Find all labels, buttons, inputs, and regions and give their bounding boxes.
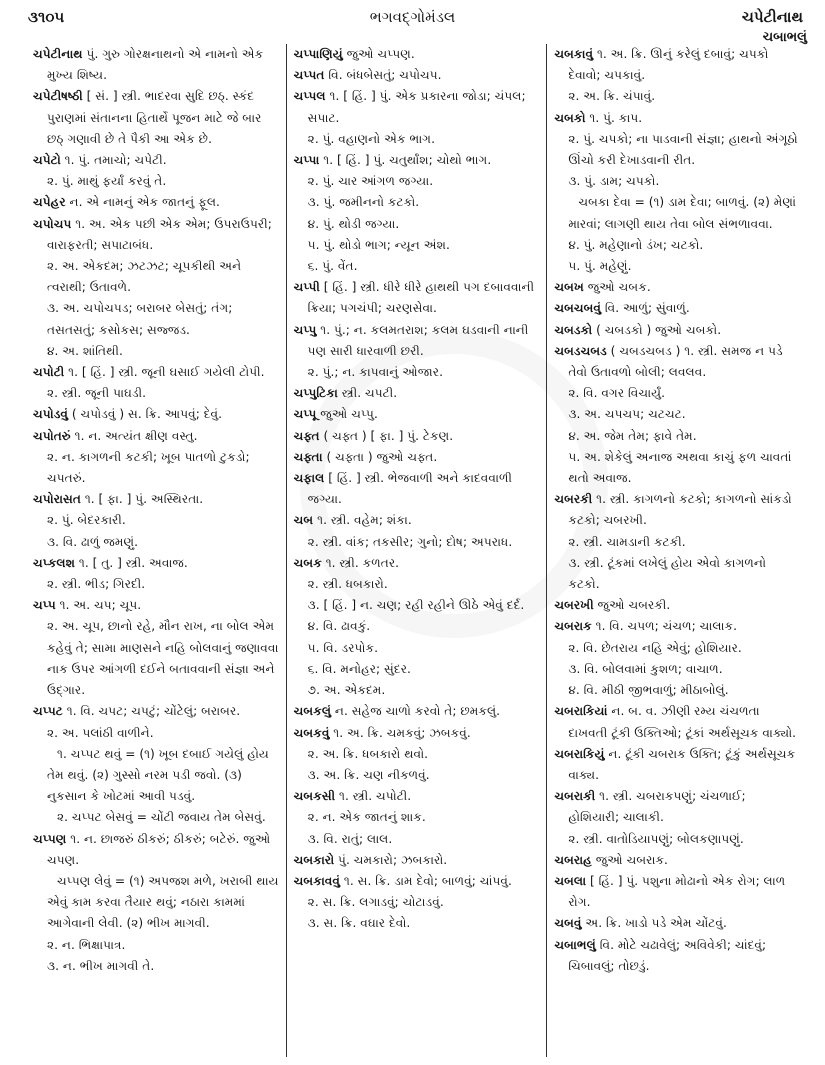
dictionary-entry bbox=[554, 341, 800, 383]
definition-text: ૧. પું. તમાચો; ચપેટી. bbox=[60, 153, 167, 168]
dictionary-entry bbox=[294, 871, 540, 892]
dictionary-entry bbox=[294, 468, 540, 510]
definition-text: [ હિં. ] પું. પશુના મોઢાનો એક રોગ; લાળ રોગ. bbox=[568, 873, 786, 910]
entry-sense bbox=[554, 426, 800, 447]
entry-phrase bbox=[554, 192, 800, 234]
definition-text: ૩. વિ. ઢાળું જમણું. bbox=[47, 534, 139, 549]
definition-text: ૪. પું. થોડી જગ્યા. bbox=[307, 216, 400, 231]
dictionary-entry bbox=[554, 701, 800, 743]
dictionary-entry bbox=[294, 320, 540, 362]
dictionary-entry bbox=[294, 86, 540, 128]
entry-sense bbox=[294, 892, 540, 913]
definition-text: વિ. બંધબેસતું; ચપોચપ. bbox=[324, 68, 442, 83]
entry-sense bbox=[554, 129, 800, 171]
entry-sense bbox=[554, 553, 800, 595]
definition-text: જુઓ ચબરકી. bbox=[593, 598, 671, 613]
entry-sense bbox=[33, 616, 279, 701]
definition-text: વિ. મોટે ચઢાવેલું; અવિવેકી; ચાંદવું; ચિબાવલું; તોછડું. bbox=[568, 937, 767, 973]
headword: ચબચબવું bbox=[554, 301, 602, 316]
dictionary-entry bbox=[294, 426, 540, 447]
page-title: ભગવદ્ગોમંડલ bbox=[369, 8, 456, 26]
definition-text: ૧. સ્ત્રી. વહેમ; શંકા. bbox=[313, 513, 412, 528]
definition-text: ૨. સ્ત્રી. ભીડ; ગિરદી. bbox=[47, 577, 146, 592]
entry-sense bbox=[33, 341, 279, 362]
headword: ચબ bbox=[293, 513, 314, 528]
definition-text: ૨. વિ. વગર વિચાર્યું. bbox=[568, 386, 665, 401]
dictionary-entry bbox=[33, 86, 279, 150]
headword: ચબવું bbox=[554, 916, 582, 931]
definition-text: ૩. વિ. બોલવામાં કુશળ; વાચાળ. bbox=[568, 661, 723, 676]
definition-text: ૩. પું. ડામ; ચપકો. bbox=[568, 174, 660, 189]
dictionary-entry bbox=[294, 44, 540, 65]
headword: ચપોડવું bbox=[33, 407, 68, 422]
entry-sense bbox=[33, 383, 279, 404]
definition-text: ૨. ન. એક જાતનું શાક. bbox=[307, 810, 426, 825]
definition-text: પું. ચમકારો; ઝબકારો. bbox=[334, 852, 448, 867]
entry-sense bbox=[294, 192, 540, 213]
definition-text: ૨. પું. વહાણનો એક ભાગ. bbox=[307, 131, 435, 146]
definition-text: ૫. પું. મહેણું. bbox=[568, 259, 632, 274]
dictionary-entry bbox=[33, 362, 279, 383]
headword: ચપેટીષષ્ઠી bbox=[33, 89, 83, 104]
headword: ચપ્પત bbox=[293, 68, 325, 83]
entry-sense bbox=[33, 171, 279, 192]
headword: ચબલા bbox=[554, 873, 587, 888]
entry-sense bbox=[294, 235, 540, 256]
definition-text: વિ. આળું; સુંવાળું. bbox=[601, 301, 690, 316]
definition-text: ૨. ચપ્પટ બેસવું = ચોંટી જવાય તેમ બેસવું. bbox=[57, 810, 266, 825]
definition-text: જુઓ ચપ્પણ. bbox=[342, 47, 415, 61]
headword: ચબક bbox=[293, 555, 322, 570]
definition-text: ૨. પું.; ન. કાપવાનું ઓજાર. bbox=[307, 365, 443, 380]
dictionary-entry bbox=[33, 192, 279, 213]
dictionary-entry bbox=[33, 214, 279, 256]
entry-sense bbox=[554, 86, 800, 107]
dictionary-entry bbox=[294, 150, 540, 171]
entry-phrase bbox=[33, 744, 279, 808]
headword: ચપોટી bbox=[33, 365, 65, 380]
entry-sense bbox=[554, 256, 800, 277]
headword: ચબકવું bbox=[293, 725, 330, 740]
definition-text: ૪. અ. જેમ તેમ; ફાવે તેમ. bbox=[568, 428, 697, 443]
headword: ચપેટો bbox=[33, 153, 61, 168]
headword: ચબરાક bbox=[554, 619, 592, 634]
headword: ચબરખી bbox=[554, 598, 594, 613]
definition-text: ૧. [ ફા. ] પું. અસ્થિરતા. bbox=[80, 492, 204, 507]
definition-text: ૬. વિ. મનોહર; સુંદર. bbox=[307, 661, 411, 676]
headword: ચપોરાસત bbox=[33, 492, 81, 507]
definition-text: ૧. સ્ત્રી. કાગળનો કટકો; કાગળનો સાંકડો કટકો; ચબરખી. bbox=[568, 492, 792, 528]
headword: ચબકાવવું bbox=[293, 873, 340, 888]
entry-sense bbox=[294, 744, 540, 765]
entry-sense bbox=[33, 723, 279, 744]
definition-text: ૧. વિ. ચપળ; ચંચળ; ચાલાક. bbox=[591, 619, 738, 634]
definition-text: ૨. ન. કાગળની કટકી; ખૂબ પાતળો ટુકડો; ચપતરું. bbox=[47, 449, 250, 486]
dictionary-entry bbox=[33, 426, 279, 447]
entry-sense bbox=[554, 383, 800, 404]
dictionary-entry bbox=[294, 383, 540, 404]
entry-sense bbox=[294, 129, 540, 150]
definition-text: ૧. [ હિં. ] પું. ચતુર્થાંશ; ચોથો ભાગ. bbox=[319, 153, 492, 168]
dictionary-entry bbox=[554, 850, 800, 871]
definition-text: ૨. અ. પલાંઠી વાળીને. bbox=[47, 725, 154, 740]
definition-text: ૧. [ હિં. ] સ્ત્રી. જૂની ઘસાઈ ગયેલી ટોપી. bbox=[64, 365, 265, 380]
dictionary-entry bbox=[294, 786, 540, 807]
definition-text: ૨. સ્ત્રી. જૂની પાઘડી. bbox=[47, 386, 147, 401]
definition-text: ( ચબડકો ) જુઓ ચબકો. bbox=[592, 322, 722, 337]
dictionary-entry bbox=[554, 744, 800, 786]
entry-sense bbox=[554, 638, 800, 659]
definition-text: ૫. પું. થોડો ભાગ; ન્યૂન અંશ. bbox=[307, 237, 450, 252]
entry-sense bbox=[294, 765, 540, 786]
definition-text: ૨. સ્ત્રી. વાંક; તકસીર; ગુનો; દોષ; અપરાધ. bbox=[307, 534, 513, 549]
headword: ચબકારો bbox=[293, 852, 335, 867]
definition-text: ૧. સ્ત્રી. ચબરાકપણું; ચંચળાઈ; હોશિયારી; ચાલાકી. bbox=[568, 789, 746, 825]
definition-text: ૩. અ. ચપચપ; ચટચટ. bbox=[568, 407, 686, 422]
dictionary-entry bbox=[294, 65, 540, 86]
definition-text: ૫. અ. શેકેલું અનાજ અથવા કાચું ફળ ચાવતાં થતો અવાજ. bbox=[568, 449, 792, 486]
definition-text: ન. બ. વ. ઝીણી રમ્ય ચંચળતા દાખવતી ટૂંકી ઉક્તિઓ; ટૂંકાં અર્થસૂચક વાક્યો. bbox=[568, 704, 797, 740]
entry-sense bbox=[33, 447, 279, 489]
definition-text: ૧. પું.; ન. કલમતરાશ; કલમ ઘડવાની નાની પણ સારી ધારવાળી છરી. bbox=[307, 322, 529, 358]
page-number: ૩૧૦૫ bbox=[28, 8, 65, 26]
headword: ચબકસી bbox=[293, 789, 336, 804]
definition-text: ૪. અ. શાંતિથી. bbox=[47, 343, 123, 358]
definition-text: ૨. વિ. છેતરાય નહિ એવું; હોશિયાર. bbox=[568, 640, 742, 655]
definition-text: [ હિં. ] સ્ત્રી. ભેજવાળી અને કાદવવાળી જગ્યા. bbox=[307, 471, 512, 507]
definition-text: ૨. અ. ક્રિ. ધબકારો થવો. bbox=[307, 746, 429, 761]
entry-sense bbox=[33, 574, 279, 595]
definition-text: ૧. ન. છાજરું ઠીકરું; ઠીકરું; બટેરું. જુઓ ચપણ. bbox=[47, 831, 271, 867]
dictionary-entry bbox=[554, 935, 800, 977]
entry-sense bbox=[294, 659, 540, 680]
definition-text: જુઓ ચબરાક. bbox=[591, 852, 668, 867]
definition-text: ( ચબડચબડ ) ૧. સ્ત્રી. સમજ ન પડે તેવો ઉતાવળો બોલી; લવલવ. bbox=[568, 343, 783, 380]
definition-text: પું. ગુરુ ગોરક્ષનાથનો એ નામનો એક મુખ્ય શિષ્ય. bbox=[47, 47, 264, 83]
definition-text: ૭. અ. એકદમ. bbox=[307, 683, 386, 698]
definition-text: ૧. સ્ત્રી. ચપોટી. bbox=[335, 789, 412, 804]
definition-text: ૨. અ. એકદમ; ઝટઝટ; ચૂપકીથી અને ત્વરાથી; ઉતાવળે. bbox=[47, 259, 242, 295]
definition-text: ૨. સ્ત્રી. ધબકારો. bbox=[307, 577, 388, 592]
dictionary-entry bbox=[554, 489, 800, 531]
headword: ચફ્ત bbox=[293, 428, 320, 443]
entry-sense bbox=[554, 404, 800, 425]
definition-text: ૧. [ તુ. ] સ્ત્રી. અવાજ. bbox=[75, 555, 188, 570]
definition-text: ૨. પું. ચાર આંગળ જગ્યા. bbox=[307, 174, 434, 189]
dictionary-entry bbox=[554, 871, 800, 913]
definition-text: ૧. પું. કાપ. bbox=[585, 110, 643, 125]
entry-sense bbox=[294, 362, 540, 383]
definition-text: ૩. [ હિં. ] ન. ચણ; રહી રહીને ઊઠે એવું દર્દ. bbox=[307, 598, 525, 613]
headword: ચબરાકી bbox=[554, 789, 596, 804]
dictionary-entry bbox=[554, 108, 800, 129]
definition-text: ૩. વિ. રાતું; લાલ. bbox=[307, 831, 393, 846]
dictionary-columns bbox=[26, 44, 807, 1057]
definition-text: ૨. પું. માથું ફર્યાં કરવું તે. bbox=[47, 174, 167, 189]
headword: ચપ્પ bbox=[33, 598, 56, 613]
dictionary-entry bbox=[33, 489, 279, 510]
headword: ચબરાકિયું bbox=[554, 746, 605, 761]
definition-text: ચપ્પણ લેવું = (૧) અપજશ મળે, ખરાબી થાય એવું કામ કરવા તૈયાર થવું; નઠારા કામમાં આગેવાની લેવી. (૨) ભીખ માગવી. bbox=[47, 873, 279, 931]
entry-sense bbox=[294, 595, 540, 616]
definition-text: ૧. સ. ક્રિ. ડામ દેવો; બાળવું; ચાંપવું. bbox=[339, 873, 512, 888]
definition-text: જુઓ ચપ્પુ. bbox=[316, 407, 378, 422]
entry-sense bbox=[294, 532, 540, 553]
definition-text: [ સં. ] સ્ત્રી. ભાદરવા સુદિ છઠ્. સ્કંદ પુરાણમાં સંતાનના હિતાર્થે પૂજન માટે જે બાર છઠ્ ગણાવી છે તે પૈકી આ એક છે. bbox=[47, 89, 262, 146]
dictionary-entry bbox=[33, 150, 279, 171]
headword: ચપ્કલશ bbox=[33, 555, 76, 570]
headword: ચબકાવું bbox=[554, 47, 594, 61]
definition-text: ૪. વિ. ઢાવકું. bbox=[307, 619, 371, 634]
dictionary-entry bbox=[294, 447, 540, 468]
headword: ચપેહર bbox=[33, 195, 66, 210]
headword: ચપ્પુ bbox=[293, 322, 317, 337]
definition-text: ૧. અ. ક્રિ. ઊનું કરેલું દબાવું; ચપકો દેવાવો; ચપકાવું. bbox=[568, 47, 769, 83]
entry-sense bbox=[33, 956, 279, 977]
definition-text: ૨. પું. ચપકો; ના પાડવાની સંજ્ઞા; હાથનો અંગૂઠો ઊંચો કરી દેખાડવાની રીત. bbox=[568, 131, 798, 168]
definition-text: ન. ટૂંકી ચબરાક ઉક્તિ; ટૂંકું અર્થસૂચક વાક્ય. bbox=[568, 746, 796, 782]
headword: ચપ્પુટિકા bbox=[293, 386, 338, 401]
definition-text: ૩. અ. ચપોચપડ; બરાબર બેસતું; તંગ; તસતસતું; કસોકસ; સજ્જડ. bbox=[47, 301, 233, 337]
dictionary-entry bbox=[33, 404, 279, 425]
definition-text: ૧. વિ. ચપટ; ચપટું; ચોંટેલું; બરાબર. bbox=[62, 704, 241, 719]
entry-sense bbox=[294, 913, 540, 934]
dictionary-entry bbox=[554, 913, 800, 934]
headword: ચફાલ bbox=[293, 471, 325, 486]
definition-text: ૨. સ્ત્રી. વાતોડિયાપણું; બોલકણાપણું. bbox=[568, 831, 744, 846]
dictionary-entry bbox=[554, 595, 800, 616]
column-1 bbox=[26, 44, 286, 1057]
dictionary-entry bbox=[33, 829, 279, 871]
headword: ચપ્પાણિયું bbox=[293, 47, 343, 61]
headword: ચપ્પણ bbox=[33, 831, 67, 846]
definition-text: ૨. ન. ભિક્ષાપાત્ર. bbox=[47, 937, 126, 952]
definition-text: ૧. ચપ્પટ થવું = (૧) ખૂબ દબાઈ ગયેલું હોય તેમ થવું. (૨) ગુસ્સો નરમ પડી જવો. (૩) નુકસાન કે ખોટમાં આવી પડવું. bbox=[47, 746, 269, 804]
headword: ચપ્પી bbox=[293, 280, 320, 295]
entry-sense bbox=[33, 510, 279, 531]
dictionary-entry bbox=[294, 277, 540, 319]
definition-text: ૩. અ. ક્રિ. ચણ નીકળવું. bbox=[307, 767, 430, 782]
entry-sense bbox=[294, 680, 540, 701]
entry-phrase bbox=[33, 807, 279, 828]
dictionary-entry bbox=[554, 277, 800, 298]
column-2 bbox=[286, 44, 547, 1057]
definition-text: ૨. સ્ત્રી. ચામડાની કટકી. bbox=[568, 534, 686, 549]
dictionary-entry bbox=[554, 616, 800, 637]
entry-sense bbox=[294, 829, 540, 850]
definition-text: ૨. પું. બેદરકારી. bbox=[47, 513, 126, 528]
entry-sense bbox=[554, 532, 800, 553]
definition-text: ૩. સ. ક્રિ. વઘાર દેવો. bbox=[307, 916, 411, 931]
entry-sense bbox=[554, 171, 800, 192]
dictionary-entry bbox=[554, 44, 800, 86]
entry-sense bbox=[554, 235, 800, 256]
definition-text: ૨. અ. ચૂપ, છાનો રહે, મૌન રાખ, ના બોલ એમ કહેવું તે; સામા માણસને નહિ બોલવાનું જણાવવા નાક ઉપર આંગળી દઈને બતાવવાની સંજ્ઞા અને ઉદ્ગાર. bbox=[47, 619, 279, 698]
entry-sense bbox=[33, 298, 279, 340]
definition-text: ન. સહેજ ચાળો કરવો તે; છમકલું. bbox=[331, 704, 501, 719]
entry-phrase bbox=[33, 871, 279, 935]
entry-sense bbox=[294, 214, 540, 235]
entry-sense bbox=[33, 935, 279, 956]
dictionary-entry bbox=[294, 850, 540, 871]
definition-text: ૪. પું. મહેણાનો ડંખ; ચટકો. bbox=[568, 237, 704, 252]
definition-text: ૧. સ્ત્રી. કળતર. bbox=[321, 555, 400, 570]
dictionary-entry bbox=[294, 553, 540, 574]
definition-text: ચબકા દેવા = (૧) ડામ દેવા; બાળવું. (૨) મેણાં મારવાં; લાગણી થાય તેવા બોલ સંભળાવવા. bbox=[568, 195, 796, 231]
definition-text: ન. એ નામનું એક જાતનું ફૂલ. bbox=[65, 195, 220, 210]
headword: ચફ્તા bbox=[293, 449, 323, 464]
entry-sense bbox=[294, 574, 540, 595]
definition-text: ૨. સ. ક્રિ. લગાડવું; ચોટાડવું. bbox=[307, 895, 444, 910]
dictionary-entry bbox=[294, 701, 540, 722]
definition-text: જુઓ ચબક. bbox=[583, 280, 651, 295]
dictionary-entry bbox=[554, 298, 800, 319]
definition-text: ( ચફ્તા ) જુઓ ચફ્ત. bbox=[322, 449, 438, 464]
running-head-last-word: ચબાભલું bbox=[762, 30, 807, 45]
headword: ચબડચબડ bbox=[554, 343, 607, 358]
headword: ચપ્પા bbox=[293, 153, 320, 168]
definition-text: ( ચપોડવું ) સ. ક્રિ. આપવું; દેવું. bbox=[68, 407, 222, 422]
definition-text: ૩. ન. ભીખ માગવી તે. bbox=[47, 958, 155, 973]
dictionary-entry bbox=[33, 595, 279, 616]
entry-sense bbox=[294, 638, 540, 659]
headword: ચબાભલું bbox=[554, 937, 596, 952]
definition-text: ૫. વિ. ડરપોક. bbox=[307, 640, 378, 655]
entry-sense bbox=[33, 256, 279, 298]
definition-text: ૧. ન. અત્યંત ક્ષીણ વસ્તુ. bbox=[70, 428, 198, 443]
running-head-first-word: ચપેટીનાથ bbox=[741, 8, 803, 26]
headword: ચબડકો bbox=[554, 322, 593, 337]
definition-text: ૧. અ. ક્રિ. ચમકવું; ઝબકવું. bbox=[329, 725, 471, 740]
entry-sense bbox=[554, 829, 800, 850]
definition-text: ( ચફ્ત ) [ ફા. ] પું. ટેકણ. bbox=[319, 428, 454, 443]
dictionary-entry bbox=[294, 404, 540, 425]
headword: ચબખ bbox=[554, 280, 584, 295]
entry-sense bbox=[554, 659, 800, 680]
definition-text: ૨. અ. ક્રિ. ચંપાવું. bbox=[568, 89, 656, 104]
definition-text: ૩. સ્ત્રી. ટૂંકમાં લખેલું હોય એવો કાગળનો કટકો. bbox=[568, 555, 766, 592]
column-3 bbox=[546, 44, 807, 1057]
entry-sense bbox=[294, 256, 540, 277]
definition-text: અ. ક્રિ. ખાડો પડે એમ ચોંટવું. bbox=[581, 916, 727, 931]
entry-sense bbox=[554, 447, 800, 489]
definition-text: સ્ત્રી. ચપટી. bbox=[337, 386, 398, 401]
definition-text: ૧. અ. ચપ; ચૂપ. bbox=[55, 598, 142, 613]
headword: ચબરાકિયાં bbox=[554, 704, 608, 719]
definition-text: [ હિં. ] સ્ત્રી. ધીરે ધીરે હાથથી પગ દબાવવાની ક્રિયા; પગચંપી; ચરણસેવા. bbox=[307, 280, 535, 316]
headword: ચપેટીનાથ bbox=[33, 47, 83, 61]
headword: ચબકો bbox=[554, 110, 586, 125]
dictionary-entry bbox=[294, 723, 540, 744]
headword: ચપોચપ bbox=[33, 216, 72, 231]
headword: ચપોતરું bbox=[33, 428, 71, 443]
entry-sense bbox=[294, 171, 540, 192]
dictionary-entry bbox=[294, 510, 540, 531]
definition-text: ૬. પું. વેંત. bbox=[307, 259, 358, 274]
definition-text: ૩. પું. જમીનનો કટકો. bbox=[307, 195, 420, 210]
entry-sense bbox=[294, 807, 540, 828]
definition-text: ૪. વિ. મીઠી જીભવાળું; મીઠાબોલું. bbox=[568, 683, 729, 698]
headword: ચપ્પટ bbox=[33, 704, 63, 719]
entry-sense bbox=[294, 616, 540, 637]
entry-sense bbox=[554, 680, 800, 701]
dictionary-entry bbox=[554, 320, 800, 341]
dictionary-entry bbox=[33, 553, 279, 574]
headword: ચપ્પૂ bbox=[293, 407, 317, 422]
headword: ચબકલું bbox=[293, 704, 332, 719]
definition-text: ૧. અ. એક પછી એક એમ; ઉપરાઉપરી; વારાફરતી; સપાટાબંધ. bbox=[47, 216, 272, 252]
dictionary-entry bbox=[554, 786, 800, 828]
dictionary-entry bbox=[33, 44, 279, 86]
entry-sense bbox=[33, 532, 279, 553]
definition-text: ૧. [ હિં. ] પું. એક પ્રકારના જોડા; ચંપલ; સપાટ. bbox=[307, 89, 526, 125]
headword: ચપ્પલ bbox=[293, 89, 326, 104]
headword: ચબરાહ bbox=[554, 852, 592, 867]
headword: ચબરકી bbox=[554, 492, 593, 507]
dictionary-entry bbox=[33, 701, 279, 722]
